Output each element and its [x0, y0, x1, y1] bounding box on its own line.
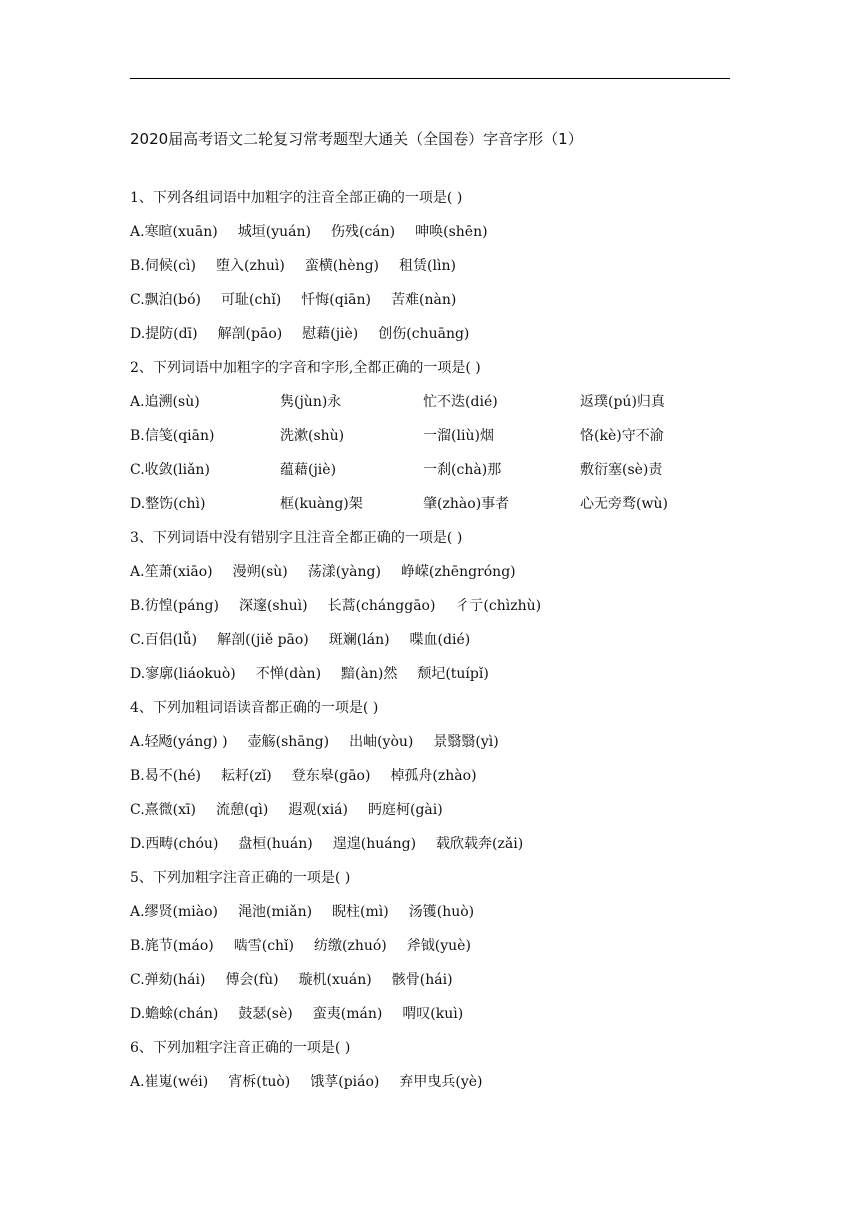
question-list: [130, 186, 730, 1104]
option-item: [130, 390, 260, 424]
option-text: 蛮横(hèng): [304, 258, 380, 274]
option-item: [238, 1002, 292, 1036]
option-text: 隽(jùn)永: [280, 394, 342, 410]
option-item: [455, 594, 541, 628]
option-text: 斑斓(lán): [328, 632, 390, 648]
option-text: 可耻(chǐ): [221, 292, 282, 308]
option-label: B.: [130, 768, 145, 784]
option-text: 西畴(chóu): [145, 836, 219, 852]
option-item: [130, 254, 196, 288]
option-text: 肇(zhào)事者: [423, 496, 510, 512]
option-item: [238, 220, 311, 254]
option-text: 彷惶(páng): [144, 598, 219, 614]
option-text: 缪贤(miào): [144, 904, 219, 920]
option-text: 黯(àn)然: [341, 666, 398, 682]
option-text: 崔嵬(wéi): [144, 1074, 209, 1090]
answer-option: [130, 288, 730, 322]
option-text: 纺缴(zhuó): [314, 938, 387, 954]
option-text: 宵柝(tuò): [228, 1074, 291, 1090]
option-item: [130, 662, 236, 696]
option-label: B.: [130, 258, 145, 274]
option-text: 城垣(yuán): [237, 224, 311, 240]
option-text: 轻飏(yáng) ): [144, 734, 228, 750]
option-text: 渑池(miǎn): [238, 904, 313, 920]
option-item: [580, 390, 710, 424]
option-text: 飘泊(bó): [144, 292, 201, 308]
option-item: [436, 832, 523, 866]
option-item: [580, 492, 710, 526]
option-label: C.: [130, 802, 145, 818]
option-item: [130, 424, 260, 458]
option-item: [399, 254, 456, 288]
option-text: 慰藉(jiè): [302, 326, 359, 342]
option-item: [399, 1070, 482, 1104]
option-item: [238, 900, 312, 934]
option-item: [310, 1070, 379, 1104]
answer-option: [130, 560, 730, 594]
option-item: [256, 662, 321, 696]
option-item: [299, 968, 372, 1002]
option-item: [234, 934, 294, 968]
option-text: 伺候(cì): [144, 258, 196, 274]
option-item: [410, 628, 471, 662]
option-label: A.: [130, 1074, 145, 1090]
answer-option: [130, 1002, 730, 1036]
option-text: 骸骨(hái): [391, 972, 453, 988]
option-item: [302, 322, 358, 356]
option-text: 曷不(hé): [144, 768, 201, 784]
option-label: C.: [130, 292, 145, 308]
option-item: [248, 730, 329, 764]
option-label: D.: [130, 326, 146, 342]
option-text: 荡漾(yàng): [307, 564, 381, 580]
option-label: A.: [130, 564, 145, 580]
option-text: 傅会(fù): [225, 972, 279, 988]
option-text: 饿莩(piáo): [310, 1074, 380, 1090]
option-item: [238, 832, 312, 866]
option-item: [402, 1002, 463, 1036]
option-item: [130, 322, 198, 356]
option-text: 蕴藉(jiè): [280, 462, 337, 478]
option-item: [333, 832, 416, 866]
option-item: [130, 288, 201, 322]
option-label: B.: [130, 428, 145, 444]
option-text: 蛮夷(mán): [312, 1006, 383, 1022]
option-item: [130, 798, 196, 832]
option-text: 笙萧(xiāo): [144, 564, 213, 580]
option-item: [423, 458, 560, 492]
option-item: [216, 798, 268, 832]
option-text: 追溯(sù): [144, 394, 200, 410]
option-item: [221, 288, 281, 322]
option-text: 流憩(qì): [215, 802, 269, 818]
option-item: [280, 492, 403, 526]
option-item: [130, 968, 205, 1002]
option-item: [130, 764, 201, 798]
option-text: 洗漱(shù): [280, 428, 345, 444]
option-item: [216, 254, 285, 288]
option-item: [301, 288, 371, 322]
option-item: [130, 1002, 218, 1036]
answer-option: [130, 900, 730, 934]
option-item: [292, 764, 371, 798]
answer-option: [130, 1070, 730, 1104]
option-item: [130, 730, 228, 764]
option-text: 登东皋(gāo): [291, 768, 371, 784]
option-item: [130, 832, 218, 866]
option-item: [332, 900, 389, 934]
option-text: 喟叹(kuì): [402, 1006, 464, 1022]
answer-option: [130, 968, 730, 1002]
option-text: 漫朔(sù): [232, 564, 288, 580]
option-text: 忙不迭(dié): [423, 394, 498, 410]
option-text: 旄节(máo): [144, 938, 214, 954]
answer-option: [130, 662, 730, 696]
answer-option: [130, 798, 730, 832]
option-item: [130, 1070, 208, 1104]
option-label: C.: [130, 972, 145, 988]
option-text: 创伤(chuāng): [378, 326, 470, 342]
option-text: 框(kuàng)架: [280, 496, 363, 512]
option-label: B.: [130, 598, 145, 614]
option-text: 苦难(nàn): [391, 292, 457, 308]
option-text: 载欣载奔(zǎi): [436, 836, 524, 852]
question-stem: 5、下列加粗字注音正确的一项是( ): [130, 870, 351, 886]
option-text: 鼓瑟(sè): [238, 1006, 293, 1022]
option-text: 深邃(shuì): [238, 598, 308, 614]
question-stem: 1、下列各组词语中加粗字的注音全部正确的一项是( ): [130, 190, 463, 206]
answer-option: [130, 458, 730, 492]
option-text: 恪(kè)守不渝: [580, 428, 664, 444]
option-text: 信笺(qiān): [144, 428, 215, 444]
option-text: 睨柱(mì): [332, 904, 389, 920]
option-label: A.: [130, 904, 145, 920]
option-text: 一溜(liù)烟: [423, 428, 494, 444]
option-item: [341, 662, 397, 696]
option-text: 啮雪(chǐ): [233, 938, 294, 954]
option-text: 璇机(xuán): [298, 972, 372, 988]
option-text: 忏悔(qiān): [301, 292, 371, 308]
option-item: [217, 628, 309, 662]
option-item: [328, 594, 436, 628]
option-item: [423, 492, 560, 526]
option-item: [349, 730, 413, 764]
option-text: 寥廓(liáokuò): [145, 666, 236, 682]
answer-option: [130, 594, 730, 628]
answer-option: [130, 764, 730, 798]
question-stem: 4、下列加粗词语读音都正确的一项是( ): [130, 700, 379, 716]
question-stem: 2、下列词语中加粗字的字音和字形,全都正确的一项是( ): [130, 360, 481, 376]
option-item: [228, 1070, 290, 1104]
option-item: [314, 934, 387, 968]
option-label: D.: [130, 836, 146, 852]
option-item: [368, 798, 443, 832]
option-text: 颓圮(tuípǐ): [417, 666, 489, 682]
option-text: 租赁(lìn): [399, 258, 456, 274]
option-text: 遑遑(huáng): [332, 836, 417, 852]
option-text: 棹孤舟(zhào): [390, 768, 477, 784]
option-text: 弹劾(hái): [144, 972, 206, 988]
option-text: 斧钺(yuè): [406, 938, 471, 954]
option-text: 整饬(chì): [145, 496, 206, 512]
option-text: 出岫(yòu): [349, 734, 414, 750]
answer-option: [130, 220, 730, 254]
option-text: 盘桓(huán): [238, 836, 313, 852]
option-text: 彳亍(chìzhù): [455, 598, 542, 614]
option-text: 不惮(dàn): [255, 666, 322, 682]
option-item: [409, 900, 474, 934]
option-item: [218, 322, 283, 356]
option-text: 熹微(xī): [144, 802, 196, 818]
option-item: [280, 458, 403, 492]
option-label: D.: [130, 666, 146, 682]
answer-option: [130, 254, 730, 288]
answer-option: [130, 832, 730, 866]
option-label: D.: [130, 1006, 146, 1022]
answer-option: [130, 730, 730, 764]
option-item: [423, 424, 560, 458]
option-label: A.: [130, 394, 145, 410]
option-item: [225, 968, 278, 1002]
option-text: 壶觞(shāng): [247, 734, 330, 750]
option-text: 长蒿(chánggāo): [327, 598, 436, 614]
option-text: 眄庭柯(gài): [368, 802, 443, 818]
option-item: [130, 594, 219, 628]
option-text: 伤残(cán): [330, 224, 396, 240]
option-label: B.: [130, 938, 145, 954]
option-item: [313, 1002, 383, 1036]
option-item: [288, 798, 348, 832]
option-item: [280, 424, 403, 458]
option-text: 收敛(liǎn): [144, 462, 210, 478]
option-item: [130, 458, 260, 492]
option-item: [305, 254, 379, 288]
option-item: [407, 934, 471, 968]
option-item: [280, 390, 403, 424]
option-item: [423, 390, 560, 424]
option-item: [130, 900, 218, 934]
option-item: [329, 628, 390, 662]
option-text: 一刹(chà)那: [423, 462, 502, 478]
option-text: 敷衍塞(sè)责: [580, 462, 663, 478]
option-item: [308, 560, 381, 594]
option-item: [130, 220, 218, 254]
option-item: [580, 458, 710, 492]
option-item: [415, 220, 487, 254]
option-text: 弃甲曳兵(yè): [399, 1074, 483, 1090]
option-item: [580, 424, 710, 458]
option-item: [401, 560, 516, 594]
option-item: [417, 662, 488, 696]
question-stem: 6、下列加粗字注音正确的一项是( ): [130, 1040, 351, 1056]
option-item: [130, 492, 260, 526]
option-item: [391, 288, 456, 322]
option-text: 解剖((jiě pāo): [217, 632, 309, 648]
option-text: 心无旁骛(wù): [580, 496, 668, 512]
option-text: 遐观(xiá): [288, 802, 348, 818]
option-text: 峥嵘(zhēngróng): [400, 564, 516, 580]
option-item: [130, 628, 197, 662]
option-text: 百侣(lǚ): [144, 632, 198, 648]
option-text: 耘耔(zǐ): [220, 768, 272, 784]
option-item: [390, 764, 476, 798]
option-text: 蟾蜍(chán): [145, 1006, 219, 1022]
option-item: [221, 764, 272, 798]
document-title: 2020届高考语文二轮复习常考题型大通关（全国卷）字音字形（1）: [130, 130, 583, 148]
option-item: [433, 730, 498, 764]
question-stem: 3、下列词语中没有错别字且注音全都正确的一项是( ): [130, 530, 463, 546]
option-text: 解剖(pāo): [217, 326, 283, 342]
answer-option: [130, 628, 730, 662]
option-item: [130, 934, 214, 968]
option-text: 汤镬(huò): [408, 904, 475, 920]
option-item: [331, 220, 395, 254]
option-label: C.: [130, 632, 145, 648]
option-text: 呻唤(shēn): [415, 224, 488, 240]
option-item: [130, 560, 213, 594]
answer-option: [130, 492, 730, 526]
option-text: 景翳翳(yì): [433, 734, 499, 750]
option-label: C.: [130, 462, 145, 478]
answer-option: [130, 424, 730, 458]
option-item: [233, 560, 288, 594]
option-item: [392, 968, 453, 1002]
option-item: [378, 322, 469, 356]
option-text: 寒暄(xuān): [144, 224, 218, 240]
option-label: D.: [130, 496, 146, 512]
header-rule: [130, 78, 730, 79]
option-text: 堕入(zhuì): [216, 258, 285, 274]
option-label: A.: [130, 734, 145, 750]
answer-option: [130, 322, 730, 356]
option-text: 喋血(dié): [409, 632, 471, 648]
option-label: A.: [130, 224, 145, 240]
answer-option: [130, 390, 730, 424]
answer-option: [130, 934, 730, 968]
option-item: [239, 594, 308, 628]
option-text: 提防(dī): [145, 326, 198, 342]
option-text: 返璞(pú)归真: [580, 394, 665, 410]
